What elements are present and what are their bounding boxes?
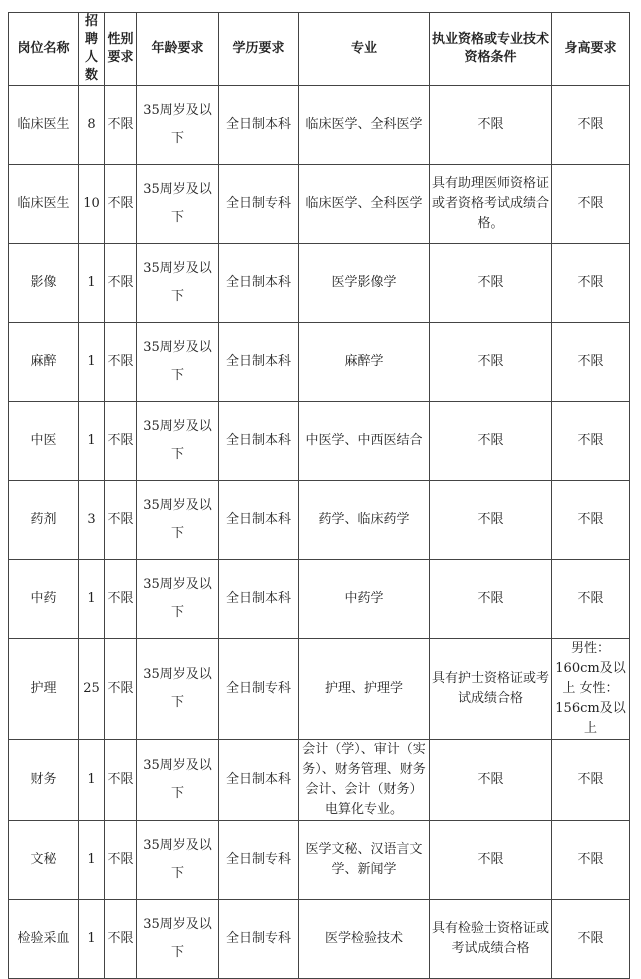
cell-count: 1 — [79, 740, 105, 821]
table-row — [9, 244, 630, 323]
header-gender: 性别要求 — [105, 13, 137, 86]
cell-qualification: 具有护士资格证或考试成绩合格 — [430, 639, 552, 740]
cell-count: 1 — [79, 821, 105, 900]
table-row — [9, 639, 630, 740]
cell-count: 1 — [79, 244, 105, 323]
cell-height: 不限 — [552, 740, 630, 821]
cell-age: 35周岁及以下 — [137, 900, 219, 979]
cell-age: 35周岁及以下 — [137, 821, 219, 900]
cell-position: 文秘 — [9, 821, 79, 900]
cell-qualification: 不限 — [430, 560, 552, 639]
cell-age: 35周岁及以下 — [137, 481, 219, 560]
cell-major: 医学影像学 — [299, 244, 430, 323]
cell-count: 10 — [79, 165, 105, 244]
cell-position: 财务 — [9, 740, 79, 821]
table-row — [9, 481, 630, 560]
table-row — [9, 86, 630, 165]
cell-gender: 不限 — [105, 821, 137, 900]
cell-age: 35周岁及以下 — [137, 165, 219, 244]
cell-age: 35周岁及以下 — [137, 86, 219, 165]
header-height: 身高要求 — [552, 13, 630, 86]
table-row — [9, 821, 630, 900]
table-row — [9, 740, 630, 821]
cell-qualification: 不限 — [430, 821, 552, 900]
header-position: 岗位名称 — [9, 13, 79, 86]
cell-height: 不限 — [552, 900, 630, 979]
recruitment-table — [8, 12, 630, 979]
cell-position: 中医 — [9, 402, 79, 481]
cell-education: 全日制本科 — [219, 740, 299, 821]
cell-height: 不限 — [552, 86, 630, 165]
cell-qualification: 不限 — [430, 481, 552, 560]
cell-qualification: 具有检验士资格证或考试成绩合格 — [430, 900, 552, 979]
cell-height: 男性：160cm及以上 女性：156cm及以上 — [552, 639, 630, 740]
cell-age: 35周岁及以下 — [137, 740, 219, 821]
cell-major: 中医学、中西医结合 — [299, 402, 430, 481]
cell-count: 1 — [79, 402, 105, 481]
table-row — [9, 323, 630, 402]
cell-major: 医学检验技术 — [299, 900, 430, 979]
cell-education: 全日制专科 — [219, 639, 299, 740]
header-count: 招聘人数 — [79, 13, 105, 86]
cell-education: 全日制本科 — [219, 481, 299, 560]
cell-count: 3 — [79, 481, 105, 560]
table-row — [9, 165, 630, 244]
cell-position: 临床医生 — [9, 86, 79, 165]
cell-count: 1 — [79, 560, 105, 639]
cell-age: 35周岁及以下 — [137, 639, 219, 740]
cell-age: 35周岁及以下 — [137, 323, 219, 402]
cell-major: 中药学 — [299, 560, 430, 639]
cell-major: 药学、临床药学 — [299, 481, 430, 560]
cell-qualification: 不限 — [430, 323, 552, 402]
header-major: 专业 — [299, 13, 430, 86]
cell-qualification: 不限 — [430, 740, 552, 821]
cell-education: 全日制专科 — [219, 821, 299, 900]
cell-gender: 不限 — [105, 560, 137, 639]
cell-position: 临床医生 — [9, 165, 79, 244]
cell-height: 不限 — [552, 402, 630, 481]
cell-qualification: 不限 — [430, 402, 552, 481]
cell-height: 不限 — [552, 244, 630, 323]
cell-height: 不限 — [552, 821, 630, 900]
cell-major: 麻醉学 — [299, 323, 430, 402]
cell-gender: 不限 — [105, 402, 137, 481]
header-education: 学历要求 — [219, 13, 299, 86]
cell-major: 会计（学）、审计（实务）、财务管理、财务会计、会计（财务）电算化专业。 — [299, 740, 430, 821]
cell-gender: 不限 — [105, 244, 137, 323]
table-row — [9, 560, 630, 639]
cell-count: 1 — [79, 323, 105, 402]
cell-gender: 不限 — [105, 165, 137, 244]
cell-gender: 不限 — [105, 900, 137, 979]
cell-count: 25 — [79, 639, 105, 740]
table-header-row — [9, 13, 630, 86]
cell-major: 医学文秘、汉语言文学、新闻学 — [299, 821, 430, 900]
cell-education: 全日制本科 — [219, 323, 299, 402]
cell-gender: 不限 — [105, 740, 137, 821]
header-qualification: 执业资格或专业技术资格条件 — [430, 13, 552, 86]
table-row — [9, 900, 630, 979]
cell-position: 中药 — [9, 560, 79, 639]
cell-education: 全日制本科 — [219, 402, 299, 481]
cell-qualification: 不限 — [430, 244, 552, 323]
cell-major: 临床医学、全科医学 — [299, 86, 430, 165]
cell-position: 麻醉 — [9, 323, 79, 402]
cell-height: 不限 — [552, 481, 630, 560]
cell-education: 全日制专科 — [219, 900, 299, 979]
cell-position: 检验采血 — [9, 900, 79, 979]
cell-education: 全日制本科 — [219, 86, 299, 165]
cell-major: 临床医学、全科医学 — [299, 165, 430, 244]
cell-gender: 不限 — [105, 639, 137, 740]
cell-height: 不限 — [552, 560, 630, 639]
cell-age: 35周岁及以下 — [137, 244, 219, 323]
cell-height: 不限 — [552, 323, 630, 402]
cell-qualification: 具有助理医师资格证或者资格考试成绩合格。 — [430, 165, 552, 244]
cell-count: 8 — [79, 86, 105, 165]
cell-gender: 不限 — [105, 481, 137, 560]
cell-height: 不限 — [552, 165, 630, 244]
cell-qualification: 不限 — [430, 86, 552, 165]
cell-position: 药剂 — [9, 481, 79, 560]
cell-education: 全日制本科 — [219, 244, 299, 323]
cell-count: 1 — [79, 900, 105, 979]
cell-education: 全日制本科 — [219, 560, 299, 639]
table-row — [9, 402, 630, 481]
cell-age: 35周岁及以下 — [137, 402, 219, 481]
cell-gender: 不限 — [105, 86, 137, 165]
cell-age: 35周岁及以下 — [137, 560, 219, 639]
header-age: 年龄要求 — [137, 13, 219, 86]
cell-major: 护理、护理学 — [299, 639, 430, 740]
cell-position: 影像 — [9, 244, 79, 323]
cell-gender: 不限 — [105, 323, 137, 402]
cell-education: 全日制专科 — [219, 165, 299, 244]
cell-position: 护理 — [9, 639, 79, 740]
